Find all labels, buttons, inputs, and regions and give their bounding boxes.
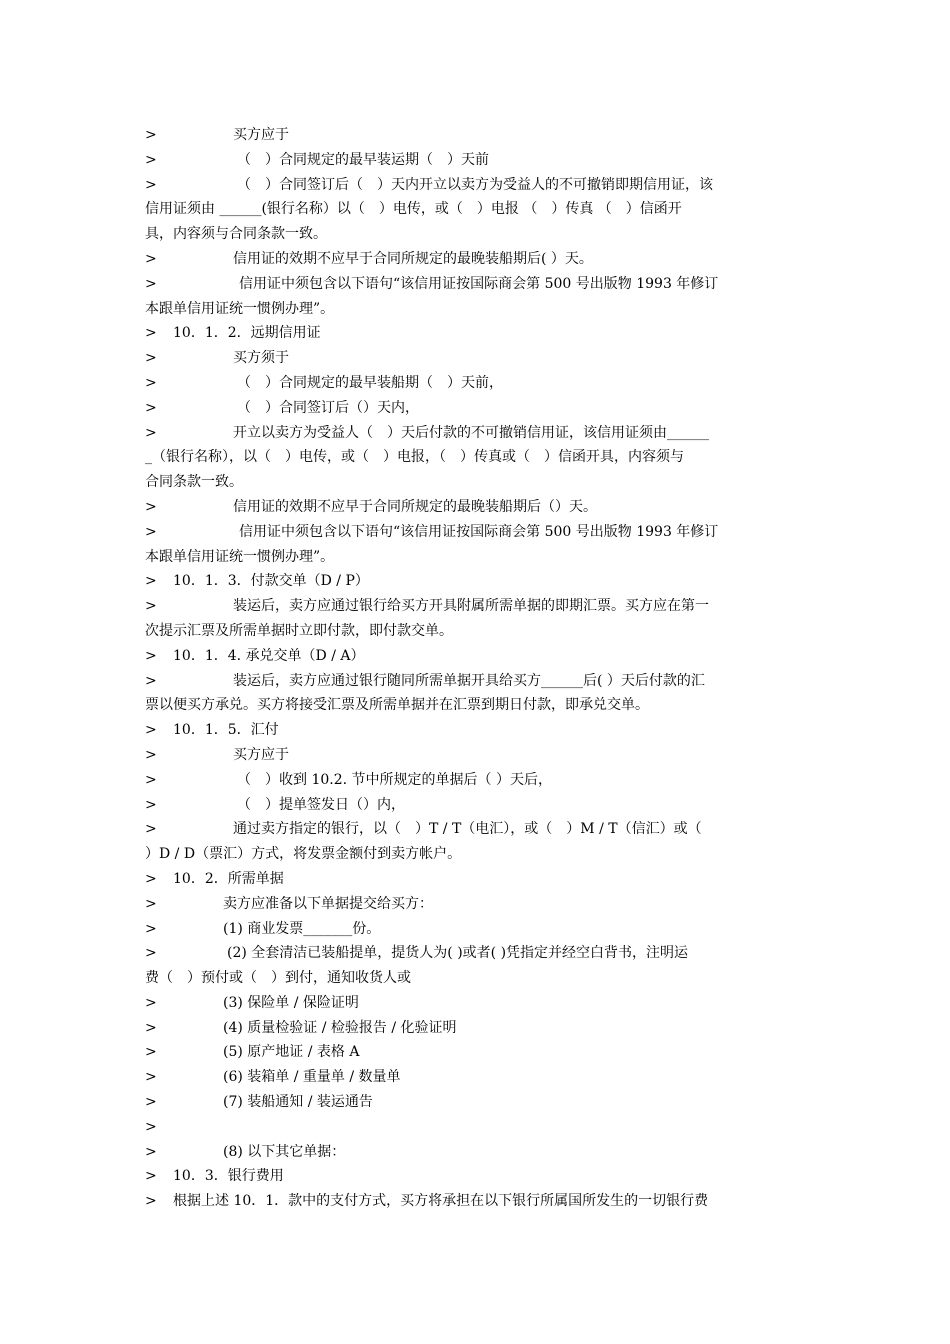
quote-marker: > [145,151,157,168]
line-text: 通过卖方指定的银行，以（ ）T / T（电汇），或（ ）M / T（信汇）或（ [233,821,702,838]
line-text: (1) 商业发票_______份。 [223,920,381,937]
quote-marker: > [145,498,157,515]
text-line-continuation [145,445,807,470]
line-text: 装运后，卖方应通过银行随同所需单据开具给买方______后( ）天后付款的汇 [233,672,705,689]
quote-marker: > [145,176,157,193]
quote-marker: > [145,746,157,763]
text-line [145,1140,807,1165]
quote-marker: > [145,1118,157,1135]
line-text: （ ）合同签订后（ ）天内开立以卖方为受益人的不可撤销即期信用证，该 [237,176,713,193]
text-line [145,173,807,198]
text-line [145,123,807,148]
line-text: 本跟单信用证统一惯例办理”。 [145,548,335,565]
text-line [145,991,807,1016]
line-text: 信用证须由 ______(银行名称）以（ ）电传，或（ ）电报 （ ）传真 （ ）信函开 [145,201,682,218]
quote-marker: > [145,672,157,689]
line-text: （ ）收到 10.2. 节中所规定的单据后（ ）天后， [237,771,552,788]
quote-marker: > [145,895,157,912]
text-line-continuation [145,297,807,322]
text-line [145,644,807,669]
text-line-continuation [145,693,807,718]
text-line-continuation [145,966,807,991]
line-text: 次提示汇票及所需单据时立即付款，即付款交单。 [145,622,453,639]
line-text: 信用证中须包含以下语句“该信用证按国际商会第 500 号出版物 1993 年修订 [239,275,719,292]
quote-marker: > [145,573,157,590]
quote-marker: > [145,325,157,342]
text-line-continuation [145,619,807,644]
line-text: 合同条款一致。 [145,474,243,491]
line-text: 10．3．银行费用 [173,1168,284,1185]
quote-marker: > [145,1094,157,1111]
line-text: (2) 全套清洁已装船提单，提货人为( )或者( )凭指定并经空白背书，注明运 [227,945,689,962]
line-text: （ ）合同规定的最早装运期（ ）天前 [237,151,489,168]
line-text: 信用证中须包含以下语句“该信用证按国际商会第 500 号出版物 1993 年修订 [239,523,719,540]
line-text: （ ）提单签发日（）内， [237,796,405,813]
line-text: 买方应于 [233,746,289,763]
line-text: (8) 以下其它单据： [223,1143,346,1160]
line-text: 卖方应准备以下单据提交给买方： [223,895,433,912]
text-line-continuation [145,842,807,867]
quote-marker: > [145,1044,157,1061]
quote-marker: > [145,870,157,887]
text-line [145,396,807,421]
line-text: 信用证的效期不应早于合同所规定的最晚装船期后( ）天。 [233,250,593,267]
text-line [145,867,807,892]
quote-marker: > [145,399,157,416]
text-line [145,520,807,545]
line-text: （ ）合同规定的最早装船期（ ）天前， [237,374,503,391]
text-line [145,768,807,793]
line-text: 信用证的效期不应早于合同所规定的最晚装船期后（）天。 [233,498,597,515]
quote-marker: > [145,127,157,143]
quote-marker: > [145,796,157,813]
line-text: (3) 保险单 / 保险证明 [223,994,359,1011]
quote-marker: > [145,771,157,788]
line-text: 票以便买方承兑。买方将接受汇票及所需单据并在汇票到期日付款，即承兑交单。 [145,697,649,714]
line-text: (6) 装箱单 / 重量单 / 数量单 [223,1069,401,1086]
text-line [145,321,807,346]
text-line [145,346,807,371]
text-line [145,669,807,694]
text-line [145,917,807,942]
line-text: 具，内容须与合同条款一致。 [145,226,327,243]
line-text: 10．1．3．付款交单（D / P） [173,573,369,590]
quote-marker: > [145,598,157,615]
text-line [145,371,807,396]
quote-marker: > [145,275,157,292]
line-text: 开立以卖方为受益人（ ）天后付款的不可撤销信用证，该信用证须由______ [233,424,709,441]
line-text: 10．1．5．汇付 [173,722,279,739]
text-line [145,495,807,520]
text-line [145,743,807,768]
quote-marker: > [145,994,157,1011]
line-text: 10．2．所需单据 [173,870,284,887]
quote-marker: > [145,523,157,540]
line-text: (7) 装船通知 / 装运通告 [223,1094,373,1111]
quote-marker: > [145,1143,157,1160]
line-text: 买方应于 [233,127,289,143]
line-text: 买方须于 [233,350,289,367]
line-text: 费（ ）预付或（ ）到付，通知收货人或 [145,970,411,987]
line-text: 装运后，卖方应通过银行给买方开具附属所需单据的即期汇票。买方应在第一 [233,598,709,615]
text-line [145,941,807,966]
line-text: （ ）合同签订后（）天内， [237,399,419,416]
text-line [145,569,807,594]
text-line [145,421,807,446]
quote-marker: > [145,250,157,267]
text-line [145,718,807,743]
text-line [145,1090,807,1115]
text-line [145,148,807,173]
line-text: 10．1．2．远期信用证 [173,325,321,342]
quote-marker: > [145,424,157,441]
text-line [145,1115,807,1140]
line-text: (5) 原产地证 / 表格 A [223,1044,360,1061]
line-text: 10．1．4. 承兑交单（D / A） [173,647,365,664]
quote-marker: > [145,1019,157,1036]
document-body [145,123,807,1214]
quote-marker: > [145,374,157,391]
text-line-continuation [145,470,807,495]
quote-marker: > [145,1069,157,1086]
quote-marker: > [145,647,157,664]
text-line [145,892,807,917]
quote-marker: > [145,821,157,838]
text-line [145,1065,807,1090]
text-line [145,793,807,818]
text-line-continuation [145,197,807,222]
line-text: _（银行名称），以（ ）电传，或（ ）电报，（ ）传真或（ ）信函开具，内容须与 [145,449,684,466]
text-line [145,1016,807,1041]
quote-marker: > [145,722,157,739]
text-line-continuation [145,545,807,570]
line-text: 根据上述 10．1．款中的支付方式，买方将承担在以下银行所属国所发生的一切银行费 [173,1193,709,1210]
quote-marker: > [145,920,157,937]
quote-marker: > [145,945,157,962]
quote-marker: > [145,1168,157,1185]
line-text: (4) 质量检验证 / 检验报告 / 化验证明 [223,1019,457,1036]
quote-marker: > [145,350,157,367]
text-line [145,817,807,842]
text-line [145,272,807,297]
quote-marker: > [145,1193,157,1210]
text-line [145,594,807,619]
text-line [145,1040,807,1065]
text-line [145,1189,807,1214]
text-line [145,247,807,272]
line-text: 本跟单信用证统一惯例办理”。 [145,300,335,317]
text-line-continuation [145,222,807,247]
line-text: ）D / D（票汇）方式，将发票金额付到卖方帐户。 [145,846,462,863]
text-line [145,1164,807,1189]
